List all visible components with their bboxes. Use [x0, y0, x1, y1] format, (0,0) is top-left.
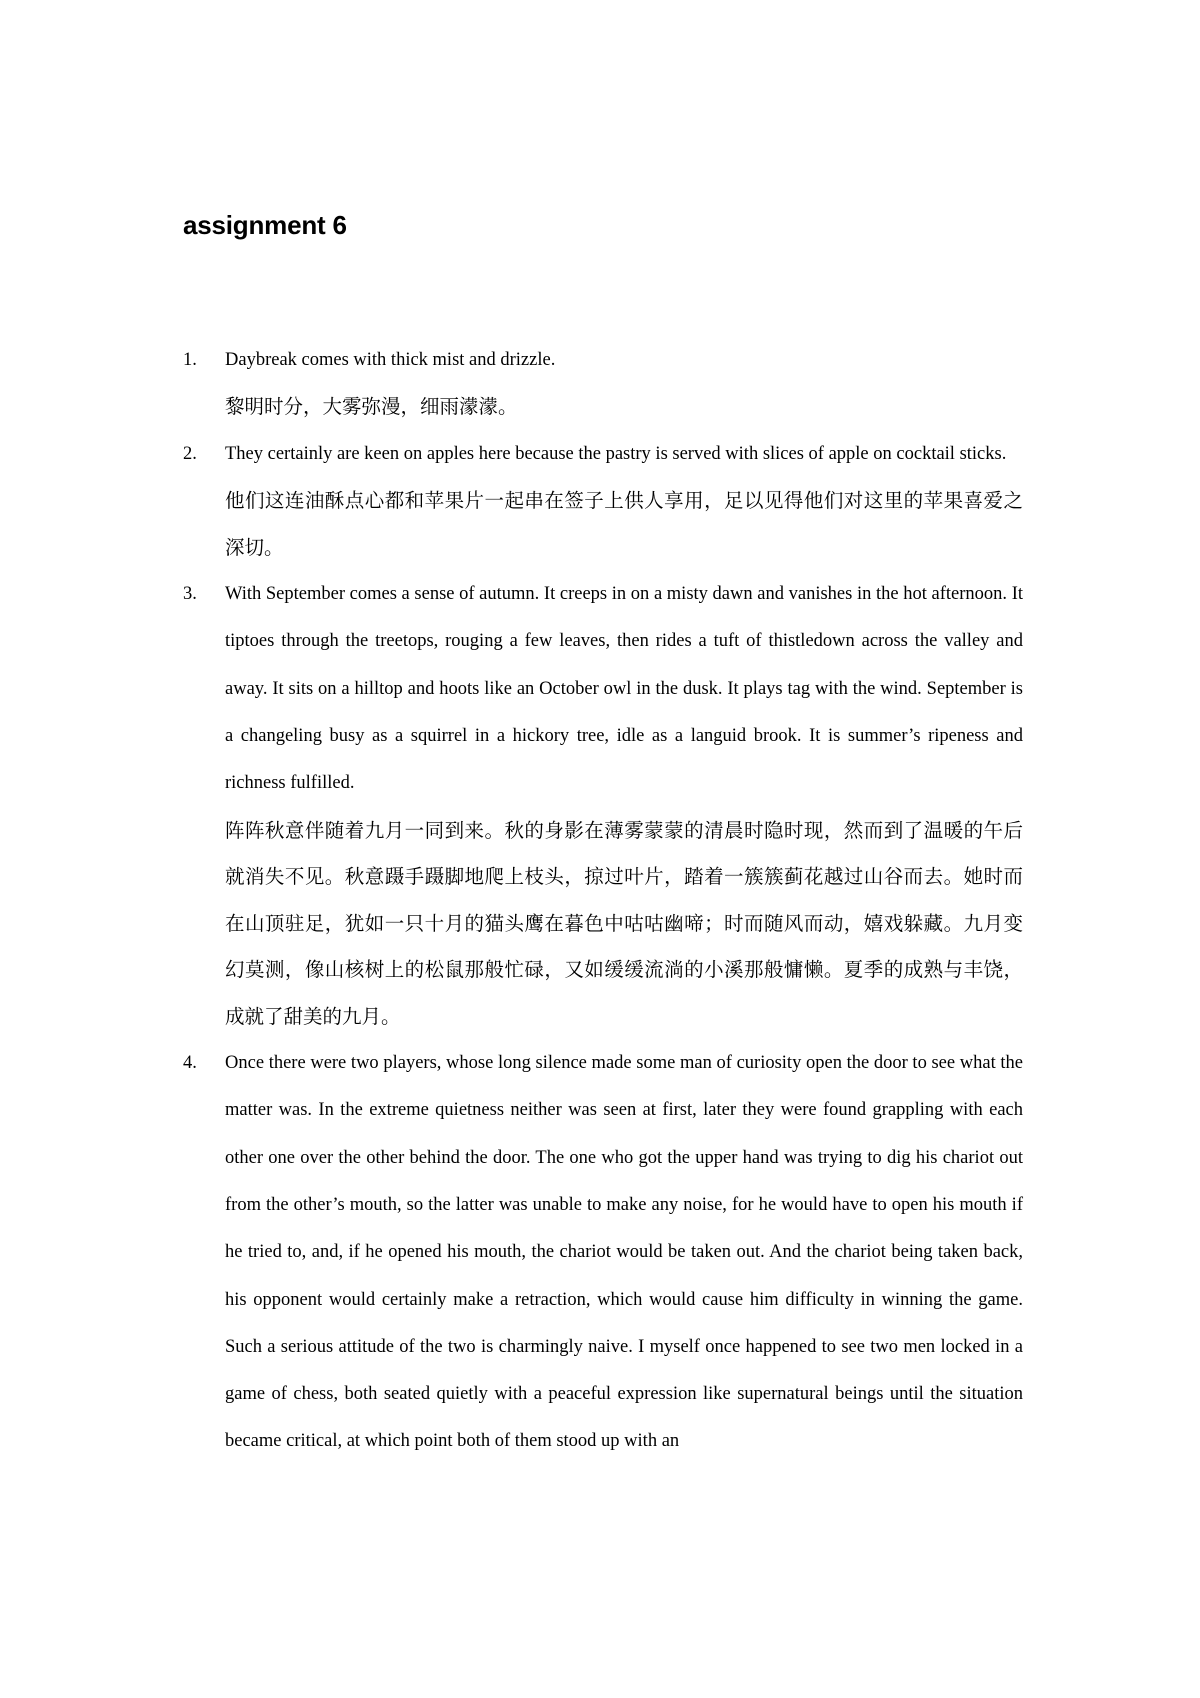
list-item [183, 431, 1023, 571]
item-number: 4. [183, 1053, 197, 1074]
item-number: 3. [183, 584, 197, 605]
list-item [183, 1040, 1023, 1466]
chinese-translation: 黎明时分，大雾弥漫，细雨濛濛。 [225, 395, 518, 419]
list-item [183, 571, 1023, 1040]
english-text: They certainly are keen on apples here because the pastry is served with slices of apple on cocktail sticks. [225, 443, 1007, 464]
list-item [183, 337, 1023, 431]
item-number: 2. [183, 443, 197, 464]
translation-list [183, 337, 1023, 1466]
english-text: With September comes a sense of autumn. It creeps in on a misty dawn and vanishes in the hot afternoon. It tiptoes through the treetops, rouging a few leaves, then rides a tuft of thistledown across the valley and away. It sits on a hilltop and hoots like an October owl in the dusk. It plays tag with the wind. September is a changeling busy as a squirrel in a hickory tree, idle as a languid brook. It is summer’s ripeness and richness fulfilled. [225, 584, 1023, 794]
chinese-translation: 他们这连油酥点心都和苹果片一起串在签子上供人享用，足以见得他们对这里的苹果喜爱之深切。 [225, 489, 1023, 559]
english-text: Daybreak comes with thick mist and drizzle. [225, 350, 556, 370]
english-text: Once there were two players, whose long silence made some man of curiosity open the door to see what the matter was. In the extreme quietness neither was seen at first, later they were found grappling with each other one over the other behind the door. The one who got the upper hand was trying to dig his chariot out from the other’s mouth, so the latter was unable to make any noise, for he would have to open his mouth if he tried to, and, if he opened his mouth, the chariot would be taken out. And the chariot being taken back, his opponent would certainly make a retraction, which would cause him difficulty in winning the game. Such a serious attitude of the two is charmingly naive. I myself once happened to see two men locked in a game of chess, both seated quietly with a peaceful expression like supernatural beings until the situation became critical, at which point both of them stood up with an [225, 1053, 1023, 1452]
chinese-translation: 阵阵秋意伴随着九月一同到来。秋的身影在薄雾蒙蒙的清晨时隐时现，然而到了温暖的午后就消失不见。秋意蹑手蹑脚地爬上枝头，掠过叶片，踏着一簇簇蓟花越过山谷而去。她时而在山顶驻足，犹如一只十月的猫头鹰在暮色中咕咕幽啼；时而随风而动，嬉戏躲藏。九月变幻莫测，像山核树上的松鼠那般忙碌，又如缓缓流淌的小溪那般慵懒。夏季的成熟与丰饶，成就了甜美的九月。 [225, 818, 1023, 1028]
item-number: 1. [183, 350, 197, 370]
document-title: assignment 6 [183, 210, 347, 240]
